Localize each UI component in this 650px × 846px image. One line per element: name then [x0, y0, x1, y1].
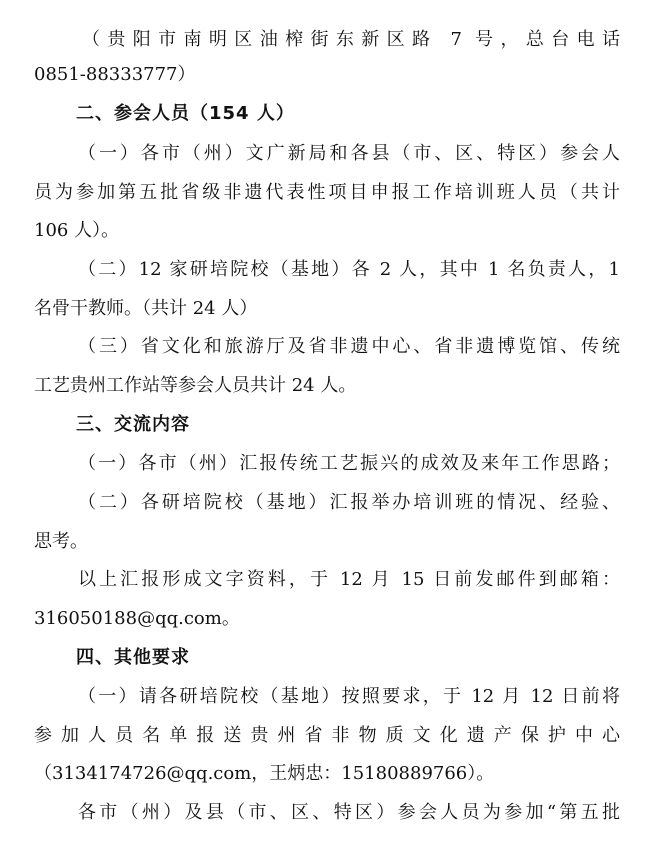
paragraph-line: 名骨干教师。（共计 24 人） — [34, 298, 258, 319]
email-address-line: 316050188@qq.com。 — [34, 608, 240, 629]
paragraph-line: （一）请各研培院校（基地）按照要求，于 12 月 12 日前将 — [78, 686, 620, 707]
section-heading-other-requirements: 四、其他要求 — [76, 647, 190, 668]
paragraph-line: （二）各研培院校（基地）汇报举办培训班的情况、经验、 — [78, 492, 620, 513]
paragraph-line: （三）省文化和旅游厅及省非遗中心、省非遗博览馆、传统 — [78, 336, 620, 357]
section-heading-participants: 二、参会人员（154 人） — [76, 103, 295, 124]
contact-line: （3134174726@qq.com，王炳忠：15180889766）。 — [34, 763, 495, 784]
paragraph-line: 思考。 — [34, 531, 88, 552]
paragraph-line: 参加人员名单报送贵州省非物质文化遗产保护中心 — [34, 725, 620, 746]
paragraph-line: （一）各市（州）文广新局和各县（市、区、特区）参会人 — [78, 143, 620, 164]
venue-phone-line: 0851-88333777） — [34, 64, 196, 85]
paragraph-line: 106 人）。 — [34, 220, 120, 241]
paragraph-line: 员为参加第五批省级非遗代表性项目申报工作培训班人员（共计 — [34, 182, 620, 203]
section-heading-exchange: 三、交流内容 — [76, 414, 190, 435]
paragraph-line: （二）12 家研培院校（基地）各 2 人，其中 1 名负责人，1 — [78, 259, 620, 280]
paragraph-line: （一）各市（州）汇报传统工艺振兴的成效及来年工作思路； — [78, 453, 620, 474]
paragraph-line: 以上汇报形成文字资料，于 12 月 15 日前发邮件到邮箱： — [78, 569, 620, 590]
paragraph-line: 工艺贵州工作站等参会人员共计 24 人。 — [34, 375, 357, 396]
venue-address-line: （贵阳市南明区油榨街东新区路 7 号，总台电话 — [82, 29, 620, 50]
paragraph-line: 各市（州）及县（市、区、特区）参会人员为参加“第五批 — [78, 802, 620, 823]
